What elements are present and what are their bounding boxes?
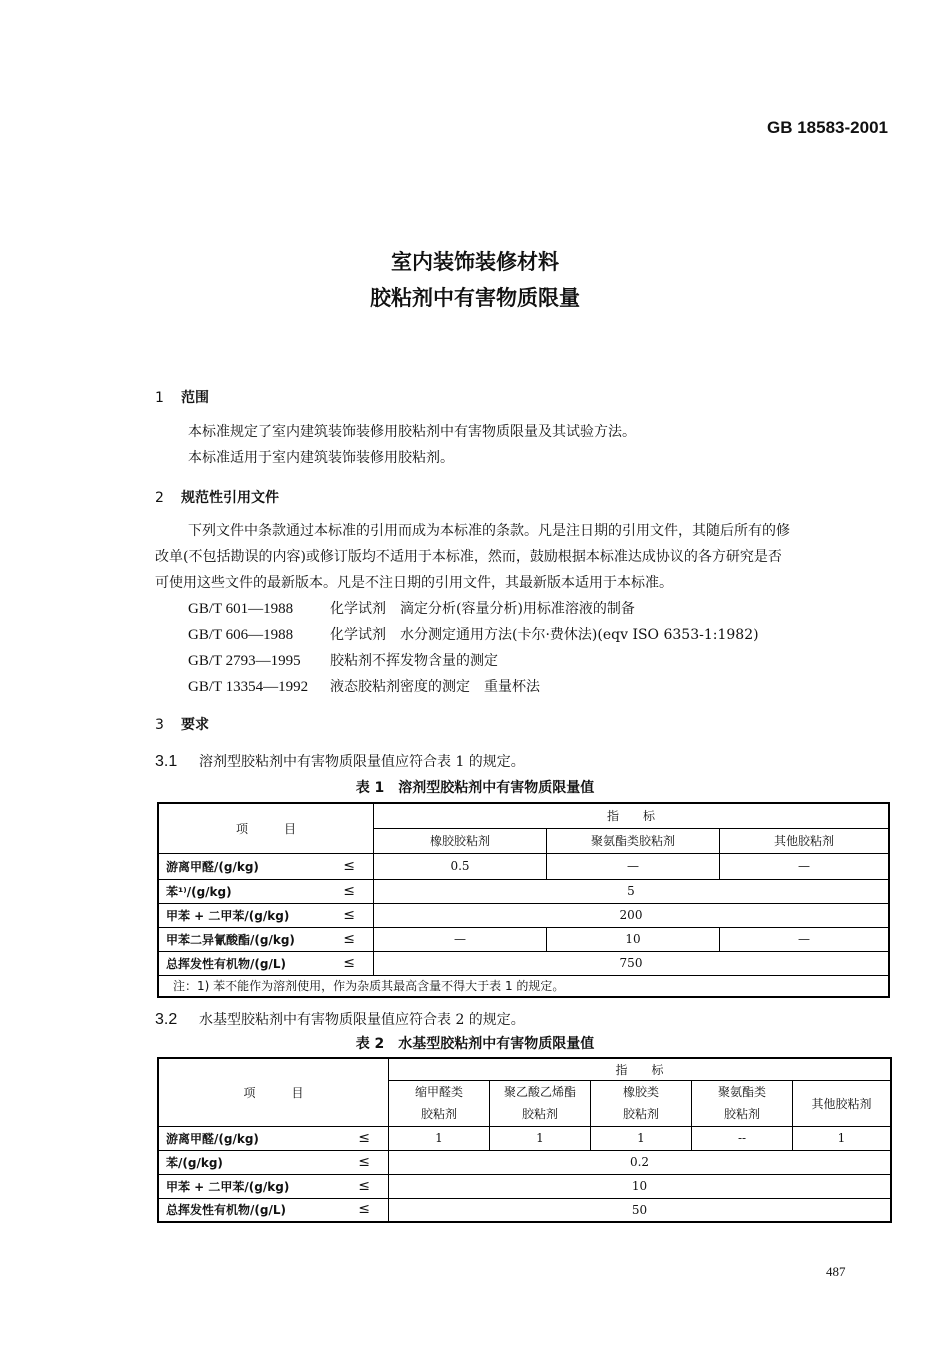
le-symbol: ≤ <box>343 906 355 923</box>
paragraph: 本标准适用于室内建筑装饰装修用胶粘剂。 <box>188 450 454 466</box>
section-number: 2 <box>155 490 164 506</box>
row-label-text: 甲苯 + 二甲苯/(g/kg) <box>166 908 290 923</box>
subsection-number: 3.2 <box>155 1011 178 1028</box>
column-header-line: 胶粘剂 <box>723 1107 760 1121</box>
cell: -- <box>692 1126 793 1150</box>
cell: 5 <box>374 879 890 903</box>
reference-item <box>188 624 759 644</box>
le-symbol: ≤ <box>343 954 355 971</box>
table-row <box>158 879 889 903</box>
row-label <box>158 1126 389 1150</box>
table-row <box>158 1126 891 1150</box>
column-header-line: 胶粘剂 <box>622 1107 659 1121</box>
paragraph: 改单(不包括勘误的内容)或修订版均不适用于本标准，然而，鼓励根据本标准达成协议的各方研究是否 <box>155 549 782 565</box>
cell: 1 <box>793 1126 892 1150</box>
column-header: 其他胶粘剂 <box>720 828 890 853</box>
cell: — <box>547 853 720 879</box>
cell: 200 <box>374 903 890 927</box>
row-label-text: 甲苯 + 二甲苯/(g/kg) <box>166 1179 290 1194</box>
column-header <box>591 1080 692 1126</box>
row-label-text: 甲苯二异氰酸酯/(g/kg) <box>166 932 295 947</box>
subsection-text: 水基型胶粘剂中有害物质限量值应符合表 2 的规定。 <box>199 1012 525 1028</box>
le-symbol: ≤ <box>343 882 355 899</box>
section-3-heading <box>155 714 209 734</box>
document-title-line2: 胶粘剂中有害物质限量 <box>370 286 580 310</box>
index-header: 指 标 <box>374 803 890 828</box>
le-symbol: ≤ <box>358 1129 370 1146</box>
reference-code: GB/T 2793—1995 <box>188 653 301 669</box>
column-header <box>692 1080 793 1126</box>
subsection-text: 溶剂型胶粘剂中有害物质限量值应符合表 1 的规定。 <box>199 754 525 770</box>
row-label-text: 游离甲醛/(g/kg) <box>166 859 259 874</box>
table-row <box>158 927 889 951</box>
section-title: 要求 <box>181 717 209 733</box>
cell: 1 <box>389 1126 490 1150</box>
item-header: 项 目 <box>158 1058 389 1126</box>
cell: 750 <box>374 951 890 975</box>
row-label <box>158 879 374 903</box>
row-label-text: 总挥发性有机物/(g/L) <box>166 1203 286 1218</box>
cell: — <box>720 927 890 951</box>
item-header: 项 目 <box>158 803 374 853</box>
standard-code: GB 18583-2001 <box>767 118 888 137</box>
reference-item <box>188 650 498 670</box>
row-label-text: 游离甲醛/(g/kg) <box>166 1131 259 1146</box>
section-number: 1 <box>155 390 164 406</box>
section-title: 规范性引用文件 <box>181 490 279 506</box>
row-label <box>158 853 374 879</box>
paragraph: 可使用这些文件的最新版本。凡是不注日期的引用文件，其最新版本适用于本标准。 <box>155 575 673 591</box>
row-label-text: 苯¹⁾/(g/kg) <box>166 884 232 899</box>
cell: 1 <box>490 1126 591 1150</box>
column-header <box>389 1080 490 1126</box>
le-symbol: ≤ <box>358 1201 370 1218</box>
cell: — <box>720 853 890 879</box>
cell: — <box>374 927 547 951</box>
subsection-number: 3.1 <box>155 753 178 770</box>
table-2-caption: 表 2 水基型胶粘剂中有害物质限量值 <box>355 1036 595 1052</box>
section-2-heading <box>155 487 279 507</box>
row-label-text: 苯/(g/kg) <box>166 1155 223 1170</box>
table-row <box>158 1198 891 1222</box>
table-row <box>158 1150 891 1174</box>
reference-code: GB/T 601—1988 <box>188 601 294 617</box>
table-row <box>158 853 889 879</box>
reference-item <box>188 676 540 696</box>
document-title-line1: 室内装饰装修材料 <box>391 250 559 274</box>
row-label <box>158 951 374 975</box>
row-label <box>158 927 374 951</box>
section-title: 范围 <box>181 390 209 406</box>
row-label <box>158 1150 389 1174</box>
reference-code: GB/T 13354—1992 <box>188 679 309 695</box>
table-2 <box>157 1057 892 1223</box>
paragraph: 本标准规定了室内建筑装饰装修用胶粘剂中有害物质限量及其试验方法。 <box>188 424 636 440</box>
le-symbol: ≤ <box>343 857 355 874</box>
row-label <box>158 1174 389 1198</box>
row-label <box>158 1198 389 1222</box>
column-header-line: 聚氨酯类 <box>717 1085 766 1099</box>
reference-title: 化学试剂 水分测定通用方法(卡尔·费休法)(eqv ISO 6353-1:1982) <box>330 627 759 643</box>
le-symbol: ≤ <box>358 1177 370 1194</box>
reference-title: 化学试剂 滴定分析(容量分析)用标准溶液的制备 <box>330 601 635 617</box>
section-1-heading <box>155 387 209 407</box>
column-header-line: 胶粘剂 <box>420 1107 457 1121</box>
table-row <box>158 903 889 927</box>
subsection-3-2 <box>155 1009 525 1029</box>
reference-title: 液态胶粘剂密度的测定 重量杯法 <box>330 679 540 695</box>
paragraph: 下列文件中条款通过本标准的引用而成为本标准的条款。凡是注日期的引用文件，其随后所有的修 <box>188 523 790 539</box>
index-header: 指 标 <box>389 1058 892 1080</box>
table-row <box>158 1174 891 1198</box>
reference-code: GB/T 606—1988 <box>188 627 294 643</box>
column-header-line: 橡胶类 <box>622 1085 659 1099</box>
table-1-caption: 表 1 溶剂型胶粘剂中有害物质限量值 <box>355 780 595 796</box>
column-header-line: 聚乙酸乙烯酯 <box>503 1085 576 1099</box>
le-symbol: ≤ <box>358 1153 370 1170</box>
le-symbol: ≤ <box>343 930 355 947</box>
cell: 50 <box>389 1198 892 1222</box>
page-number: 487 <box>826 1264 846 1279</box>
row-label-text: 总挥发性有机物/(g/L) <box>166 956 286 971</box>
cell: 10 <box>547 927 720 951</box>
table-1 <box>157 802 890 998</box>
column-header: 聚氨酯类胶粘剂 <box>547 828 720 853</box>
column-header: 橡胶胶粘剂 <box>374 828 547 853</box>
table-row <box>158 951 889 975</box>
reference-title: 胶粘剂不挥发物含量的测定 <box>330 653 498 669</box>
reference-item <box>188 598 635 618</box>
cell: 0.2 <box>389 1150 892 1174</box>
column-header-line: 胶粘剂 <box>521 1107 558 1121</box>
subsection-3-1 <box>155 751 525 771</box>
row-label <box>158 903 374 927</box>
cell: 1 <box>591 1126 692 1150</box>
table-note: 注：1) 苯不能作为溶剂使用，作为杂质其最高含量不得大于表 1 的规定。 <box>158 975 889 997</box>
cell: 10 <box>389 1174 892 1198</box>
column-header-line: 缩甲醛类 <box>414 1085 463 1099</box>
cell: 0.5 <box>374 853 547 879</box>
column-header: 其他胶粘剂 <box>793 1080 892 1126</box>
column-header <box>490 1080 591 1126</box>
section-number: 3 <box>155 717 164 733</box>
